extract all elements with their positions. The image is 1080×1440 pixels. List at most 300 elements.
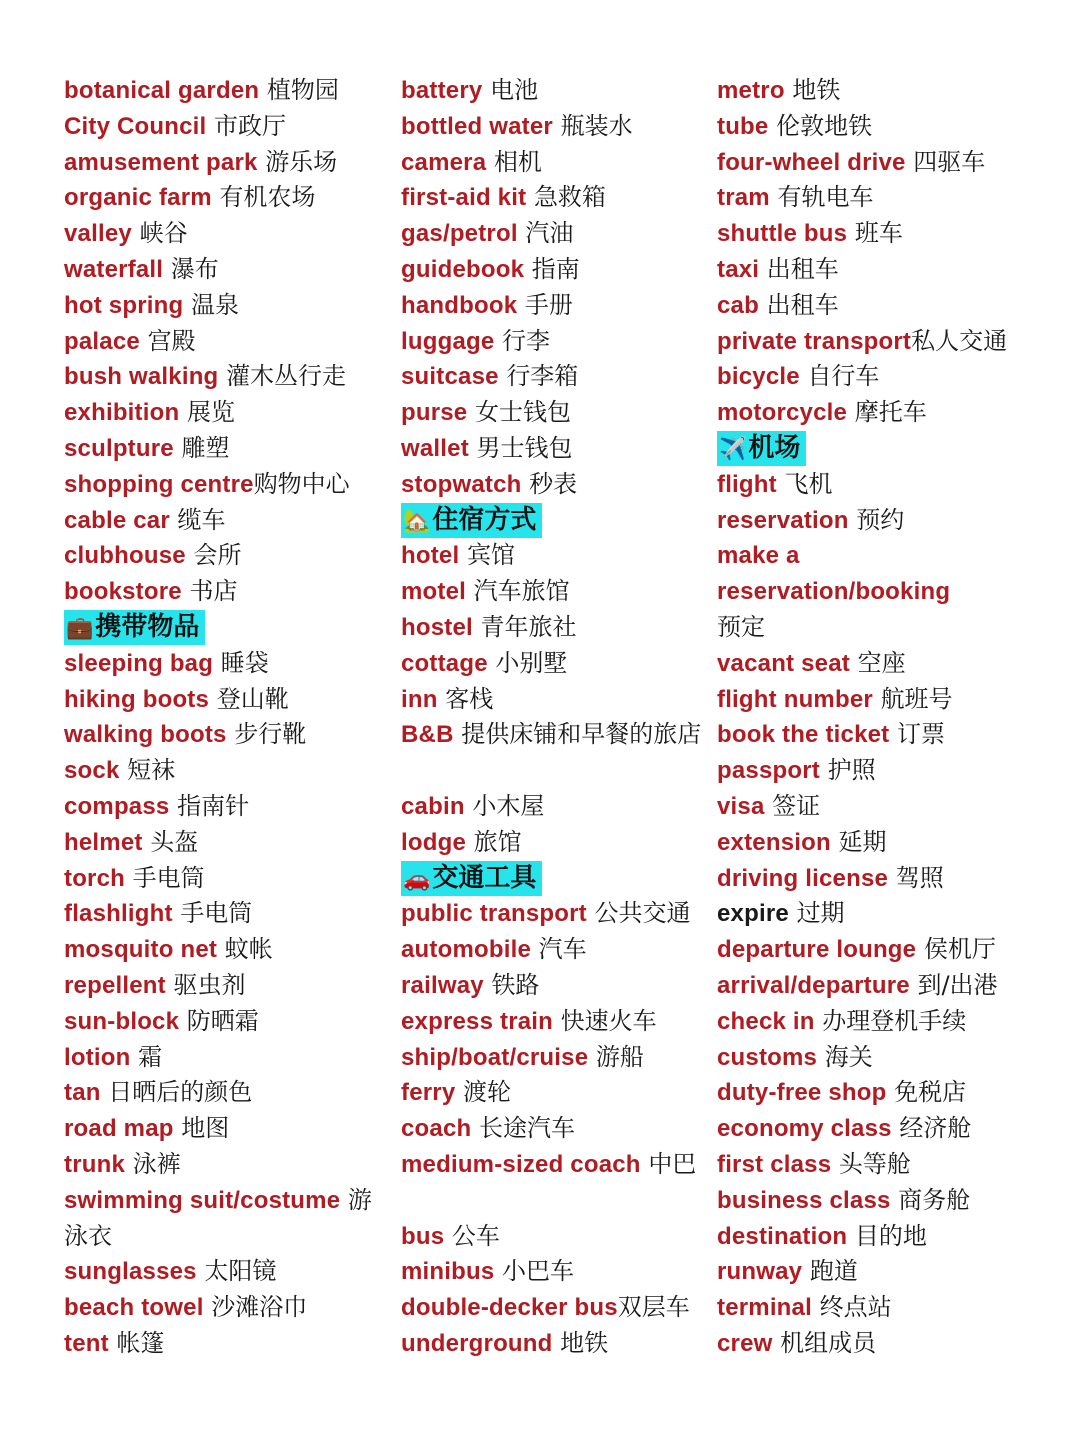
english-term: reservation/booking bbox=[717, 578, 951, 606]
english-term: tan bbox=[64, 1079, 101, 1107]
english-term: reservation bbox=[717, 506, 849, 534]
chinese-term: 步行靴 bbox=[234, 720, 307, 749]
vocab-entry-beach-towel bbox=[64, 1290, 392, 1326]
vocab-entry-handbook bbox=[401, 288, 709, 324]
vocab-entry-flight bbox=[717, 467, 1062, 503]
vocab-entry-swimming-suit-costume bbox=[64, 1183, 392, 1255]
english-term: helmet bbox=[64, 828, 143, 856]
chinese-term: 市政厅 bbox=[214, 111, 287, 140]
english-term: extension bbox=[717, 828, 831, 856]
chinese-term: 侯机厅 bbox=[923, 935, 996, 964]
vocab-entry-suitcase bbox=[401, 359, 709, 395]
vocab-entry-tent bbox=[64, 1326, 392, 1362]
chinese-term: 购物中心 bbox=[253, 469, 350, 498]
vocab-entry-shuttle-bus bbox=[717, 216, 1062, 252]
vocab-entry-lotion bbox=[64, 1040, 392, 1076]
chinese-term: 有机农场 bbox=[219, 183, 316, 212]
english-term: palace bbox=[64, 327, 140, 355]
english-term: cable car bbox=[64, 506, 170, 534]
chinese-term: 手电筒 bbox=[132, 863, 205, 892]
chinese-term: 订票 bbox=[897, 720, 945, 749]
vocab-entry-organic-farm bbox=[64, 180, 392, 216]
section-heading bbox=[64, 610, 392, 646]
english-term: tent bbox=[64, 1329, 109, 1357]
chinese-term: 手册 bbox=[524, 290, 573, 319]
chinese-term: 驱虫剂 bbox=[173, 970, 246, 999]
vocab-entry-valley bbox=[64, 216, 392, 252]
section-heading-label bbox=[401, 861, 542, 896]
vocab-entry-battery bbox=[401, 73, 709, 109]
english-term: customs bbox=[717, 1043, 818, 1071]
chinese-term: 指南 bbox=[531, 254, 580, 283]
chinese-term: 峡谷 bbox=[139, 219, 188, 248]
chinese-term: 快速火车 bbox=[560, 1006, 657, 1035]
chinese-term: 宫殿 bbox=[147, 326, 196, 355]
english-term: wallet bbox=[401, 434, 469, 462]
vocab-entry-sunglasses bbox=[64, 1254, 392, 1290]
chinese-term: 办理登机手续 bbox=[822, 1006, 967, 1035]
chinese-term: 驾照 bbox=[895, 863, 944, 892]
chinese-term: 行李 bbox=[502, 326, 551, 355]
vocab-entry-torch bbox=[64, 861, 392, 897]
english-term: hotel bbox=[401, 542, 460, 570]
english-term: flight number bbox=[717, 685, 873, 713]
english-term: express train bbox=[401, 1007, 554, 1035]
english-term: shuttle bus bbox=[717, 220, 848, 248]
english-term: motel bbox=[401, 578, 467, 606]
english-term: cab bbox=[717, 291, 759, 319]
english-term: B&B bbox=[401, 721, 454, 749]
vocab-entry-flight-number bbox=[717, 682, 1062, 718]
english-term: cottage bbox=[401, 649, 488, 677]
chinese-term: 预约 bbox=[856, 505, 905, 534]
english-term: road map bbox=[64, 1115, 174, 1143]
chinese-term: 旅馆 bbox=[473, 827, 522, 856]
chinese-term: 行李箱 bbox=[506, 362, 579, 391]
vocab-entry-tube bbox=[717, 109, 1062, 145]
english-term: tram bbox=[717, 184, 770, 212]
section-heading-text: 携带物品 bbox=[95, 611, 200, 642]
chinese-term: 雕塑 bbox=[181, 433, 230, 462]
english-term: underground bbox=[401, 1329, 553, 1357]
vocab-entry-terminal bbox=[717, 1290, 1062, 1326]
vocab-entry-palace bbox=[64, 324, 392, 360]
chinese-term: 宾馆 bbox=[466, 541, 515, 570]
vocab-entry-clubhouse bbox=[64, 538, 392, 574]
chinese-term: 睡袋 bbox=[220, 648, 269, 677]
vocab-entry-coach bbox=[401, 1111, 709, 1147]
chinese-term: 急救箱 bbox=[533, 183, 606, 212]
chinese-term: 空座 bbox=[857, 648, 906, 677]
chinese-term: 帐篷 bbox=[116, 1328, 165, 1357]
english-term: sock bbox=[64, 757, 120, 785]
english-term: exhibition bbox=[64, 399, 180, 427]
briefcase-icon: 💼 bbox=[66, 615, 94, 641]
english-term: gas/petrol bbox=[401, 220, 518, 248]
english-term: metro bbox=[717, 77, 785, 104]
section-heading-label bbox=[717, 431, 806, 466]
vocab-entry-four-wheel-drive bbox=[717, 145, 1062, 181]
vocab-entry-customs bbox=[717, 1040, 1062, 1076]
vocab-entry-botanical-garden bbox=[64, 73, 392, 109]
english-term: book the ticket bbox=[717, 721, 890, 749]
english-term: beach towel bbox=[64, 1294, 204, 1322]
vocab-entry-departure-lounge bbox=[717, 932, 1062, 968]
english-term: camera bbox=[401, 148, 487, 176]
english-term: make a bbox=[717, 542, 800, 570]
chinese-term: 摩托车 bbox=[854, 398, 927, 427]
english-term: lotion bbox=[64, 1043, 131, 1071]
vocab-entry-wallet bbox=[401, 431, 709, 467]
section-heading-text: 住宿方式 bbox=[432, 504, 537, 535]
chinese-term: 渡轮 bbox=[463, 1078, 512, 1107]
vocab-entry-cottage bbox=[401, 646, 709, 682]
chinese-term: 地铁 bbox=[560, 1328, 609, 1357]
vocab-entry-hotel bbox=[401, 538, 709, 574]
english-term: suitcase bbox=[401, 363, 499, 391]
english-term: torch bbox=[64, 864, 125, 892]
vocab-entry-bush-walking bbox=[64, 359, 392, 395]
vocab-entry-sun-block bbox=[64, 1004, 392, 1040]
english-term: ship/boat/cruise bbox=[401, 1043, 589, 1071]
chinese-term: 公共交通 bbox=[594, 899, 691, 928]
section-heading-text: 机场 bbox=[748, 432, 801, 463]
vocab-entry-metro bbox=[717, 73, 1062, 109]
chinese-term: 短袜 bbox=[127, 756, 176, 785]
english-term: ferry bbox=[401, 1079, 456, 1107]
chinese-term: 蚊帐 bbox=[224, 935, 273, 964]
english-term: medium-sized coach bbox=[401, 1150, 641, 1178]
chinese-term: 植物园 bbox=[266, 76, 339, 104]
vocab-entry-arrival-departure bbox=[717, 968, 1062, 1004]
vocab-entry-reservation-booking bbox=[717, 574, 1062, 610]
english-term: organic farm bbox=[64, 184, 212, 212]
chinese-term: 青年旅社 bbox=[480, 612, 577, 641]
chinese-term: 延期 bbox=[838, 827, 887, 856]
chinese-term: 展览 bbox=[186, 398, 235, 427]
chinese-term: 灌木丛行走 bbox=[226, 362, 347, 391]
english-term: clubhouse bbox=[64, 542, 186, 570]
chinese-term: 地图 bbox=[181, 1114, 230, 1143]
vocab-entry-bottled-water bbox=[401, 109, 709, 145]
chinese-term: 头盔 bbox=[150, 827, 199, 856]
vocab-entry-purse bbox=[401, 395, 709, 431]
vocab-entry-waterfall bbox=[64, 252, 392, 288]
vocab-entry-first-class bbox=[717, 1147, 1062, 1183]
chinese-term: 目的地 bbox=[854, 1221, 927, 1250]
chinese-term: 私人交通 bbox=[911, 326, 1008, 355]
english-term: visa bbox=[717, 792, 765, 820]
english-term: private transport bbox=[717, 327, 912, 355]
chinese-term: 会所 bbox=[193, 541, 242, 570]
vocab-entry-bus bbox=[401, 1219, 709, 1255]
vocab-entry-automobile bbox=[401, 932, 709, 968]
vocab-entry-double-decker-bus bbox=[401, 1290, 709, 1326]
chinese-term: 客栈 bbox=[445, 684, 494, 713]
vocab-entry-hostel bbox=[401, 610, 709, 646]
vocab-entry-private-transport bbox=[717, 324, 1062, 360]
english-term: shopping centre bbox=[64, 470, 254, 498]
vocab-entry-railway bbox=[401, 968, 709, 1004]
chinese-term: 班车 bbox=[854, 219, 903, 248]
chinese-term: 飞机 bbox=[784, 469, 833, 498]
english-term: amusement park bbox=[64, 148, 258, 176]
vocab-entry-ferry bbox=[401, 1075, 709, 1111]
english-term: railway bbox=[401, 971, 484, 999]
english-term: duty-free shop bbox=[717, 1079, 887, 1107]
vocab-entry-walking-boots bbox=[64, 717, 392, 753]
english-term: hot spring bbox=[64, 291, 184, 319]
vocab-entry-reservation bbox=[717, 503, 1062, 539]
chinese-term: 汽车 bbox=[538, 935, 587, 964]
section-heading-text: 交通工具 bbox=[432, 862, 537, 893]
chinese-term: 终点站 bbox=[819, 1293, 892, 1322]
english-term: economy class bbox=[717, 1115, 892, 1143]
english-term: motorcycle bbox=[717, 399, 848, 427]
chinese-term: 瓶装水 bbox=[560, 111, 633, 140]
chinese-term: 女士钱包 bbox=[475, 398, 571, 427]
english-term: repellent bbox=[64, 971, 166, 999]
vocab-entry-helmet bbox=[64, 825, 392, 861]
english-term: compass bbox=[64, 792, 170, 820]
chinese-term: 游船 bbox=[595, 1042, 644, 1071]
english-term: inn bbox=[401, 685, 438, 713]
english-term: check in bbox=[717, 1007, 815, 1035]
english-term: hostel bbox=[401, 613, 473, 641]
airplane-icon: ✈️ bbox=[719, 436, 747, 462]
vocab-entry-medium-sized-coach bbox=[401, 1147, 709, 1219]
english-term: bottled water bbox=[401, 112, 553, 140]
vocab-entry-check-in bbox=[717, 1004, 1062, 1040]
chinese-term: 泳裤 bbox=[132, 1149, 181, 1178]
vocab-entry-vacant-seat bbox=[717, 646, 1062, 682]
chinese-term: 书店 bbox=[189, 577, 238, 606]
vocab-entry-make-a bbox=[717, 538, 1062, 574]
chinese-term: 瀑布 bbox=[170, 254, 219, 283]
vocab-entry-economy-class bbox=[717, 1111, 1062, 1147]
english-term: taxi bbox=[717, 255, 760, 283]
english-term: trunk bbox=[64, 1150, 125, 1178]
vocab-entry-tram bbox=[717, 180, 1062, 216]
english-term: flashlight bbox=[64, 900, 173, 928]
chinese-term: 自行车 bbox=[807, 362, 880, 391]
english-term: driving license bbox=[717, 864, 889, 892]
english-term: coach bbox=[401, 1115, 472, 1143]
english-term: sun-block bbox=[64, 1007, 180, 1035]
english-term: sunglasses bbox=[64, 1258, 197, 1286]
vocab-entry-repellent bbox=[64, 968, 392, 1004]
english-term: City Council bbox=[64, 112, 207, 140]
chinese-term: 头等舱 bbox=[838, 1149, 911, 1178]
chinese-term: 男士钱包 bbox=[476, 433, 573, 462]
vocab-entry-expire bbox=[717, 896, 1062, 932]
english-term: departure lounge bbox=[717, 936, 917, 964]
english-term: minibus bbox=[401, 1258, 495, 1286]
english-term: tube bbox=[717, 112, 769, 140]
english-term: bus bbox=[401, 1222, 445, 1250]
chinese-term: 免税店 bbox=[894, 1078, 967, 1107]
vocab-entry-road-map bbox=[64, 1111, 392, 1147]
vocab-entry-passport bbox=[717, 753, 1062, 789]
english-term: business class bbox=[717, 1186, 891, 1214]
vocab-entry-b-b bbox=[401, 717, 709, 789]
chinese-term: 小别墅 bbox=[495, 648, 568, 677]
vocab-entry-gas-petrol bbox=[401, 216, 709, 252]
english-term: bookstore bbox=[64, 578, 182, 606]
chinese-term: 出租车 bbox=[766, 254, 839, 283]
chinese-term: 指南针 bbox=[177, 791, 250, 820]
english-term: lodge bbox=[401, 828, 466, 856]
vocab-entry-guidebook bbox=[401, 252, 709, 288]
chinese-term: 铁路 bbox=[491, 970, 540, 999]
vocab-entry-mosquito-net bbox=[64, 932, 392, 968]
chinese-term: 双层车 bbox=[617, 1293, 690, 1322]
chinese-term: 缆车 bbox=[177, 505, 226, 534]
vocab-entry-tan bbox=[64, 1075, 392, 1111]
chinese-term: 航班号 bbox=[880, 684, 953, 713]
chinese-term: 过期 bbox=[796, 899, 845, 928]
chinese-term: 霜 bbox=[138, 1042, 163, 1071]
english-term: mosquito net bbox=[64, 936, 218, 964]
chinese-term: 跑道 bbox=[809, 1257, 858, 1286]
chinese-term: 到/出港 bbox=[917, 970, 998, 999]
vocab-entry-camera bbox=[401, 145, 709, 181]
vocab-entry-bicycle bbox=[717, 359, 1062, 395]
chinese-term: 太阳镜 bbox=[204, 1257, 277, 1286]
chinese-term: 汽车旅馆 bbox=[473, 577, 570, 606]
english-term: bush walking bbox=[64, 363, 219, 391]
house-icon: 🏡 bbox=[403, 508, 431, 534]
vocab-entry-city-council bbox=[64, 109, 392, 145]
chinese-term: 小木屋 bbox=[472, 791, 545, 820]
english-term: cabin bbox=[401, 792, 465, 820]
chinese-term: 汽油 bbox=[525, 219, 574, 248]
vocab-entry-exhibition bbox=[64, 395, 392, 431]
english-term: botanical garden bbox=[64, 77, 260, 104]
english-term: sculpture bbox=[64, 434, 174, 462]
chinese-term: 经济舱 bbox=[899, 1114, 972, 1143]
chinese-term: 公车 bbox=[451, 1221, 500, 1250]
vocab-entry-motel bbox=[401, 574, 709, 610]
english-term: valley bbox=[64, 220, 132, 248]
vocab-entry-hot-spring bbox=[64, 288, 392, 324]
chinese-term: 游泳衣 bbox=[64, 1185, 372, 1250]
chinese-term: 护照 bbox=[827, 756, 876, 785]
chinese-term: 有轨电车 bbox=[777, 183, 874, 212]
chinese-term: 秒表 bbox=[529, 469, 578, 498]
english-term: runway bbox=[717, 1258, 803, 1286]
section-heading-label bbox=[64, 610, 205, 645]
english-term: first-aid kit bbox=[401, 184, 527, 212]
english-term: luggage bbox=[401, 327, 495, 355]
vocab-entry-inn bbox=[401, 682, 709, 718]
vocab-entry-trunk bbox=[64, 1147, 392, 1183]
vocab-entry-cabin bbox=[401, 789, 709, 825]
vocab-entry-sock bbox=[64, 753, 392, 789]
english-term: walking boots bbox=[64, 721, 227, 749]
vocab-entry-book-the-ticket bbox=[717, 717, 1062, 753]
vocab-entry-ship-boat-cruise bbox=[401, 1040, 709, 1076]
vocab-entry-first-aid-kit bbox=[401, 180, 709, 216]
vocab-entry-sculpture bbox=[64, 431, 392, 467]
english-term: battery bbox=[401, 77, 483, 104]
chinese-term: 商务舱 bbox=[898, 1185, 971, 1214]
vocab-entry-runway bbox=[717, 1254, 1062, 1290]
vocab-entry-bookstore bbox=[64, 574, 392, 610]
english-term: bicycle bbox=[717, 363, 800, 391]
chinese-term: 四驱车 bbox=[913, 147, 986, 176]
english-term: crew bbox=[717, 1329, 773, 1357]
english-term: vacant seat bbox=[717, 649, 850, 677]
vocab-entry-express-train bbox=[401, 1004, 709, 1040]
chinese-term: 地铁 bbox=[792, 76, 841, 104]
english-term: double-decker bus bbox=[401, 1294, 618, 1322]
english-term: public transport bbox=[401, 900, 587, 928]
vocab-entry-term bbox=[717, 610, 1062, 646]
chinese-term: 出租车 bbox=[766, 290, 839, 319]
chinese-term: 沙滩浴巾 bbox=[211, 1293, 308, 1322]
vocab-entry-crew bbox=[717, 1326, 1062, 1362]
english-term: stopwatch bbox=[401, 470, 522, 498]
chinese-term: 预定 bbox=[717, 612, 765, 641]
vocab-entry-motorcycle bbox=[717, 395, 1062, 431]
english-term: flight bbox=[717, 470, 777, 498]
english-term: automobile bbox=[401, 936, 532, 964]
chinese-term: 手电筒 bbox=[180, 899, 253, 928]
chinese-term: 签证 bbox=[772, 791, 821, 820]
english-term: passport bbox=[717, 757, 820, 785]
chinese-term: 海关 bbox=[824, 1042, 873, 1071]
chinese-term: 中巴 bbox=[648, 1149, 697, 1178]
chinese-term: 小巴车 bbox=[502, 1257, 575, 1286]
vocab-entry-business-class bbox=[717, 1183, 1062, 1219]
vocab-entry-underground bbox=[401, 1326, 709, 1362]
english-term: waterfall bbox=[64, 255, 164, 283]
english-term: arrival/departure bbox=[717, 971, 910, 999]
section-heading-label bbox=[401, 503, 542, 538]
english-term: hiking boots bbox=[64, 685, 210, 713]
vocab-entry-flashlight bbox=[64, 896, 392, 932]
vocab-entry-amusement-park bbox=[64, 145, 392, 181]
chinese-term: 伦敦地铁 bbox=[776, 111, 873, 140]
vocab-column-3 bbox=[717, 73, 1062, 1362]
vocab-entry-visa bbox=[717, 789, 1062, 825]
vocab-entry-sleeping-bag bbox=[64, 646, 392, 682]
english-term: sleeping bag bbox=[64, 649, 214, 677]
vocab-entry-stopwatch bbox=[401, 467, 709, 503]
english-term: guidebook bbox=[401, 255, 525, 283]
vocab-entry-duty-free-shop bbox=[717, 1075, 1062, 1111]
chinese-term: 登山靴 bbox=[216, 684, 289, 713]
chinese-term: 日晒后的颜色 bbox=[108, 1078, 253, 1107]
english-term: first class bbox=[717, 1150, 832, 1178]
english-term: handbook bbox=[401, 291, 518, 319]
vocab-entry-cab bbox=[717, 288, 1062, 324]
english-term: destination bbox=[717, 1222, 848, 1250]
vocab-entry-compass bbox=[64, 789, 392, 825]
english-term: expire bbox=[717, 900, 789, 928]
english-term: swimming suit/costume bbox=[64, 1186, 341, 1214]
vocab-entry-hiking-boots bbox=[64, 682, 392, 718]
vocab-entry-lodge bbox=[401, 825, 709, 861]
chinese-term: 相机 bbox=[493, 147, 542, 176]
chinese-term: 长途汽车 bbox=[479, 1114, 576, 1143]
section-heading bbox=[717, 431, 1062, 467]
chinese-term: 提供床铺和早餐的旅店 bbox=[461, 720, 702, 749]
vocab-entry-shopping-centre bbox=[64, 467, 392, 503]
vocab-entry-extension bbox=[717, 825, 1062, 861]
chinese-term: 温泉 bbox=[190, 290, 239, 319]
